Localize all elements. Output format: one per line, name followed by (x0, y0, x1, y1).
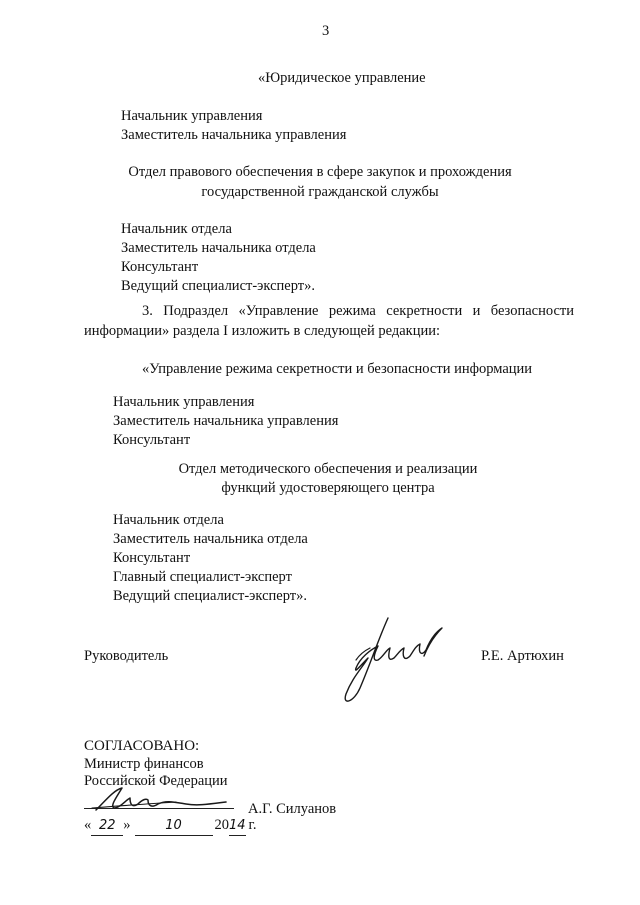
date-year-prefix: 20 (214, 817, 229, 833)
methodical-department-positions (113, 511, 308, 606)
signatory-name: Р.Е. Артюхин (481, 648, 564, 664)
date-day: 22 (91, 817, 123, 836)
legal-department-positions (121, 107, 346, 145)
position-line: Ведущий специалист-эксперт». (121, 278, 315, 294)
position-line: Заместитель начальника отдела (121, 240, 316, 256)
position-line: Главный специалист-эксперт (113, 569, 292, 585)
paragraph-line: информации» раздела I изложить в следующей редакции: (84, 323, 441, 339)
approval-title: СОГЛАСОВАНО: (84, 738, 200, 754)
position-line: Ведущий специалист-эксперт». (113, 588, 307, 604)
handwritten-signature (86, 780, 236, 820)
department-title-line: государственной гражданской службы (201, 184, 439, 200)
date-close-quote: » (123, 817, 131, 833)
position-line: Заместитель начальника отдела (113, 531, 308, 547)
position-line: Начальник отдела (113, 512, 224, 528)
department-title-line: функций удостоверяющего центра (221, 480, 435, 496)
department-positions (121, 220, 316, 296)
position-line: Консультант (121, 259, 199, 275)
position-line: Начальник отдела (121, 221, 232, 237)
position-line: Консультант (113, 432, 191, 448)
handwritten-signature (330, 610, 450, 710)
position-line: Заместитель начальника управления (113, 413, 339, 429)
paragraph-line: 3. Подраздел «Управление режима секретности и безопасности (142, 303, 574, 319)
position-line: Начальник управления (113, 394, 255, 410)
department-title-line: Отдел правового обеспечения в сфере закупок и прохождения (128, 164, 512, 180)
security-department-heading: «Управление режима секретности и безопасности информации (142, 361, 533, 377)
item-3-paragraph (84, 301, 574, 341)
page-number: 3 (322, 23, 330, 39)
approval-organization: Российской Федерации (84, 773, 228, 789)
department-title-line: Отдел методического обеспечения и реализации (178, 461, 478, 477)
date-month: 10 (135, 817, 213, 836)
approval-position: Министр финансов (84, 756, 204, 772)
date-open-quote: « (84, 817, 92, 833)
signatory-role: Руководитель (84, 648, 169, 664)
date-year-suffix: 14 (229, 817, 246, 836)
approver-name: А.Г. Силуанов (248, 801, 337, 817)
legal-department-heading: «Юридическое управление (258, 70, 426, 86)
position-line: Заместитель начальника управления (121, 127, 347, 143)
position-line: Консультант (113, 550, 191, 566)
position-line: Начальник управления (121, 108, 263, 124)
date-suffix: г. (248, 817, 257, 833)
security-department-positions (113, 393, 338, 450)
approval-date (84, 816, 256, 836)
